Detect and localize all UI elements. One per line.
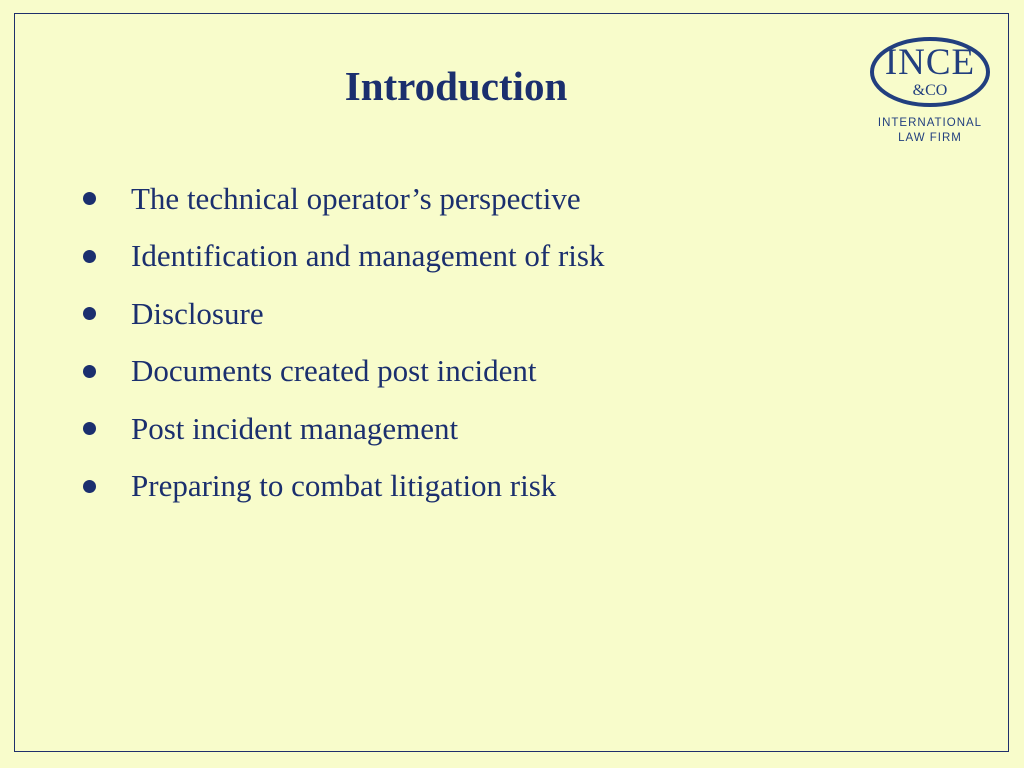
- ince-logo-graphic: [863, 32, 999, 148]
- bullet-dot-icon: [83, 250, 96, 263]
- list-item: [78, 400, 604, 458]
- logo-tagline-line1: INTERNATIONAL: [877, 117, 983, 129]
- bullet-dot-icon: [83, 192, 96, 205]
- logo-tagline-line2: LAW FIRM: [898, 132, 962, 144]
- bullet-list: [78, 170, 604, 515]
- slide-title: Introduction: [344, 63, 568, 109]
- bullet-text: Disclosure: [131, 295, 264, 331]
- bullet-text: The technical operator’s perspective: [131, 180, 581, 216]
- list-item: [78, 343, 604, 401]
- list-item: [78, 170, 604, 228]
- bullet-text: Documents created post incident: [131, 353, 537, 389]
- bullet-text: Preparing to combat litigation risk: [131, 468, 557, 504]
- bullet-dot-icon: [83, 307, 96, 320]
- bullet-text: Identification and management of risk: [131, 238, 605, 274]
- list-item: [78, 285, 604, 343]
- bullet-dot-icon: [83, 480, 96, 493]
- logo-name: INCE: [884, 42, 976, 83]
- list-item: [78, 458, 604, 516]
- bullet-dot-icon: [83, 365, 96, 378]
- bullet-dot-icon: [83, 422, 96, 435]
- bullet-text: Post incident management: [131, 410, 459, 446]
- ince-logo: [863, 32, 999, 148]
- list-item: [78, 228, 604, 286]
- logo-amp-co: &CO: [912, 82, 948, 99]
